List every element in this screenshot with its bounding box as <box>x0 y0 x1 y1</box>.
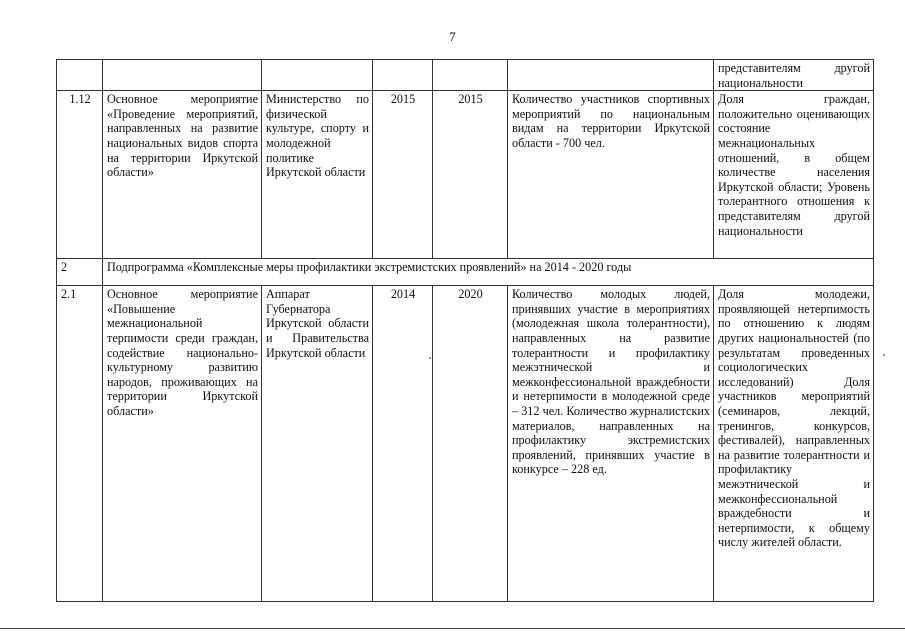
activities-table <box>56 59 874 602</box>
cell-empty <box>262 60 373 91</box>
cell-end-year: 2020 <box>433 286 508 602</box>
scan-speck <box>883 354 885 356</box>
cell-empty <box>57 60 103 91</box>
cell-subprogram-title: Подпрограмма «Комплексные меры профилактики экстремистских проявлений» на 2014 - 2020 годы <box>103 259 874 286</box>
table-row <box>57 91 874 259</box>
cell-number: 1.12 <box>57 91 103 259</box>
cell-result: Количество участников спортивных мероприятий по национальным видам на территории Иркутской области - 700 чел. <box>508 91 714 259</box>
page-edge-line <box>0 628 905 629</box>
cell-start-year: 2014 <box>373 286 433 602</box>
cell-number: 2.1 <box>57 286 103 602</box>
cell-empty <box>373 60 433 91</box>
cell-result: Количество молодых людей, принявших участие в мероприятиях (молодежная школа толерантности), направленных на развитие толерантности и профилактику межэтнической и межконфессиональной враждебности и нетерпимости в молодежной среде – 312 чел. Количество журналистских материалов, направленных на профилактику экстремистских проявлений, принявших участие в конкурсе – 228 ед. <box>508 286 714 602</box>
cell-end-year: 2015 <box>433 91 508 259</box>
cell-event: Основное мероприятие «Повышение межнациональной терпимости среди граждан, содействие национально-культурному развитию народов, проживающих на территории Иркутской области» <box>103 286 262 602</box>
continuation-row <box>57 60 874 91</box>
cell-empty <box>433 60 508 91</box>
cell-subprogram-number: 2 <box>57 259 103 286</box>
table-row <box>57 286 874 602</box>
subprogram-row <box>57 259 874 286</box>
cell-start-year: 2015 <box>373 91 433 259</box>
cell-empty <box>103 60 262 91</box>
cell-executor: Министерство по физической культуре, спорту и молодежной политике Иркутской области <box>262 91 373 259</box>
cell-indicator: представителям другой национальности <box>714 60 874 91</box>
cell-event: Основное мероприятие «Проведение мероприятий, направленных на развитие национальных видов спорта на территории Иркутской области» <box>103 91 262 259</box>
scan-speck <box>429 357 431 359</box>
cell-empty <box>508 60 714 91</box>
cell-indicator: Доля молодежи, проявляющей нетерпимость по отношению к людям других национальностей (по результатам проведенных социологических исследований) Доля участников мероприятий (семинаров, лекций, тренингов, конкурсов, фестивалей), направленных на развитие толерантности и профилактику межэтнической и межконфессиональной враждебности и нетерпимости, к общему числу жителей области. <box>714 286 874 602</box>
cell-indicator: Доля граждан, положительно оценивающих состояние межнациональных отношений, в общем количестве населения Иркутской области; Уровень толерантного отношения к представителям другой национальности <box>714 91 874 259</box>
cell-executor: Аппарат Губернатора Иркутской области и Правительства Иркутской области <box>262 286 373 602</box>
page-number: 7 <box>449 29 456 44</box>
